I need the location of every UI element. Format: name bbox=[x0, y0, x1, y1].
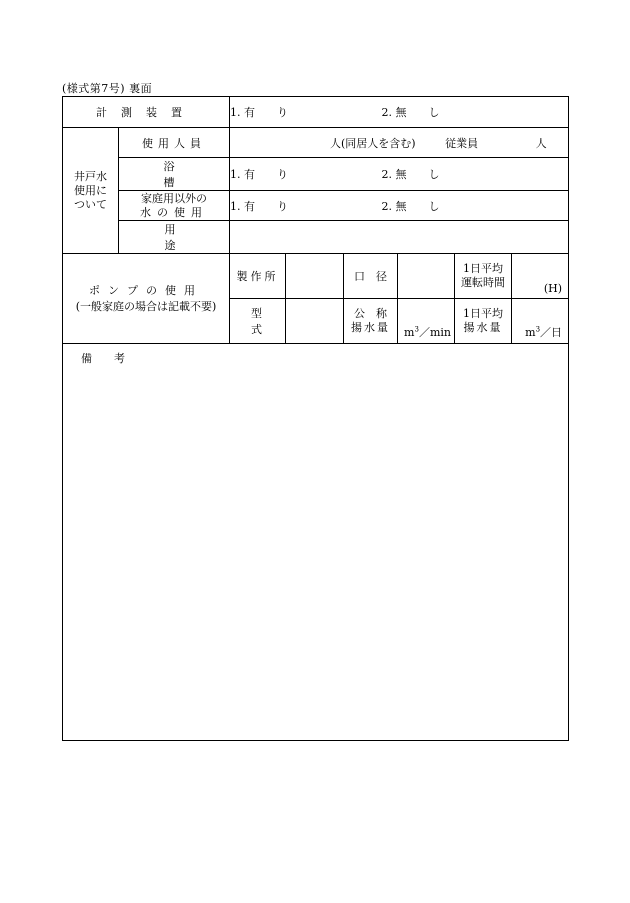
bore-field[interactable] bbox=[398, 254, 455, 299]
non-household-label: 家庭用以外の 水の使用 bbox=[119, 191, 230, 221]
measurement-option-yes[interactable]: 1. 有 り bbox=[230, 106, 288, 119]
well-group-label: 井戸水 使用に ついて bbox=[63, 128, 119, 254]
measurement-label: 計測装置 bbox=[63, 97, 230, 128]
employees-label: 従業員 bbox=[445, 136, 479, 150]
remarks-row bbox=[63, 344, 569, 741]
remarks-field[interactable] bbox=[63, 344, 569, 741]
measurement-options[interactable] bbox=[230, 97, 569, 128]
non-household-option-yes[interactable]: 1. 有 り bbox=[230, 199, 288, 213]
model-field[interactable] bbox=[286, 299, 344, 344]
avg-pump-field[interactable] bbox=[512, 299, 569, 344]
nominal-flow-label: 公 称 揚水量 bbox=[344, 299, 398, 344]
users-field[interactable] bbox=[230, 128, 569, 158]
manufacturer-field[interactable] bbox=[286, 254, 344, 299]
non-household-options[interactable] bbox=[230, 191, 569, 221]
bore-label: 口 径 bbox=[344, 254, 398, 299]
pump-label: ポンプの使用 (一般家庭の場合は記載不要) bbox=[63, 254, 230, 344]
flow-unit: $m^3/\min$ bbox=[404, 325, 451, 339]
day-unit: $m^3/$日 bbox=[525, 325, 563, 339]
avg-hours-label: 1日平均 運転時間 bbox=[455, 254, 512, 299]
avg-hours-field[interactable] bbox=[512, 254, 569, 299]
bath-label: 浴槽 bbox=[119, 158, 230, 191]
non-household-row bbox=[63, 191, 569, 221]
users-label: 使用人員 bbox=[119, 128, 230, 158]
hours-unit: (H) bbox=[543, 282, 563, 295]
measurement-option-no[interactable]: 2. 無 し bbox=[381, 106, 440, 119]
model-label: 型 式 bbox=[230, 299, 286, 344]
residents-unit: 人(同居人を含む) bbox=[330, 136, 416, 150]
employees-unit: 人 bbox=[535, 136, 547, 150]
bath-option-no[interactable]: 2. 無 し bbox=[381, 168, 440, 181]
nominal-flow-field[interactable] bbox=[398, 299, 455, 344]
well-water-form bbox=[62, 96, 569, 741]
purpose-label: 用途 bbox=[119, 221, 230, 254]
avg-pump-label: 1日平均 揚水量 bbox=[455, 299, 512, 344]
purpose-field[interactable] bbox=[230, 221, 569, 254]
bath-row bbox=[63, 158, 569, 191]
bath-options[interactable] bbox=[230, 158, 569, 191]
measurement-row bbox=[63, 97, 569, 128]
pump-row-1 bbox=[63, 254, 569, 299]
manufacturer-label: 製作所 bbox=[230, 254, 286, 299]
purpose-row bbox=[63, 221, 569, 254]
non-household-option-no[interactable]: 2. 無 し bbox=[381, 199, 440, 213]
users-row bbox=[63, 128, 569, 158]
bath-option-yes[interactable]: 1. 有 り bbox=[230, 168, 288, 181]
remarks-label: 備考 bbox=[81, 352, 147, 365]
form-number: (様式第7号) 裏面 bbox=[62, 82, 153, 95]
